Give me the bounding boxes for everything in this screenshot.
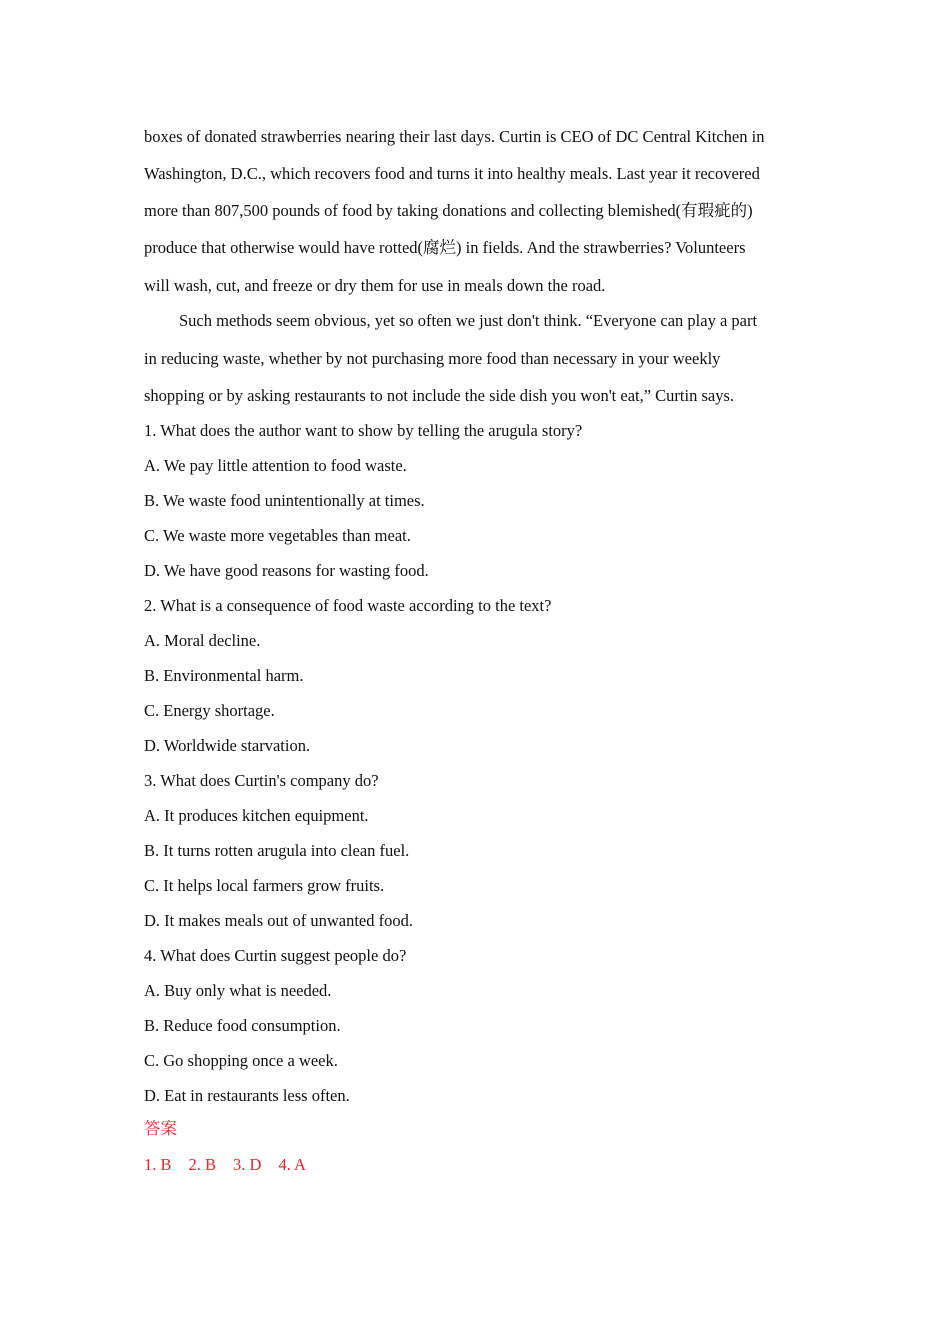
question-stem: 1. What does the author want to show by telling the arugula story? <box>144 421 583 440</box>
question-option: D. Worldwide starvation. <box>144 736 311 755</box>
question-option: A. Buy only what is needed. <box>144 981 332 1000</box>
passage-line: produce that otherwise would have rotted(腐烂) in fields. And the strawberries? Volunteers <box>144 238 746 257</box>
question-option: D. We have good reasons for wasting food. <box>144 561 429 580</box>
passage-line: Such methods seem obvious, yet so often we just don't think. “Everyone can play a part <box>179 311 758 330</box>
question-option: C. We waste more vegetables than meat. <box>144 526 411 545</box>
question-option: D. Eat in restaurants less often. <box>144 1086 350 1105</box>
answer-item: 4. A <box>278 1155 306 1174</box>
question-option: A. It produces kitchen equipment. <box>144 806 369 825</box>
passage-line: in reducing waste, whether by not purchasing more food than necessary in your weekly <box>144 349 721 368</box>
answer-item: 3. D <box>233 1155 262 1174</box>
question-option: C. Go shopping once a week. <box>144 1051 338 1070</box>
question-option: B. Reduce food consumption. <box>144 1016 341 1035</box>
question-option: D. It makes meals out of unwanted food. <box>144 911 413 930</box>
question-stem: 2. What is a consequence of food waste according to the text? <box>144 596 552 615</box>
question-option: B. Environmental harm. <box>144 666 304 685</box>
question-option: B. We waste food unintentionally at times. <box>144 491 425 510</box>
passage-line: more than 807,500 pounds of food by taking donations and collecting blemished(有瑕疵的) <box>144 201 753 220</box>
answer-key <box>144 1155 323 1175</box>
question-stem: 3. What does Curtin's company do? <box>144 771 379 790</box>
passage-line: shopping or by asking restaurants to not include the side dish you won't eat,” Curtin says. <box>144 386 735 405</box>
passage-line: boxes of donated strawberries nearing their last days. Curtin is CEO of DC Central Kitchen in <box>144 127 765 146</box>
passage-line: Washington, D.C., which recovers food and turns it into healthy meals. Last year it recovered <box>144 164 760 183</box>
question-option: C. It helps local farmers grow fruits. <box>144 876 385 895</box>
question-option: A. Moral decline. <box>144 631 261 650</box>
question-stem: 4. What does Curtin suggest people do? <box>144 946 407 965</box>
answer-item: 2. B <box>188 1155 217 1174</box>
question-option: A. We pay little attention to food waste. <box>144 456 407 475</box>
answer-item: 1. B <box>144 1155 172 1174</box>
answer-heading: 答案 <box>144 1119 177 1138</box>
question-option: B. It turns rotten arugula into clean fuel. <box>144 841 410 860</box>
question-option: C. Energy shortage. <box>144 701 275 720</box>
passage-line: will wash, cut, and freeze or dry them for use in meals down the road. <box>144 276 606 295</box>
